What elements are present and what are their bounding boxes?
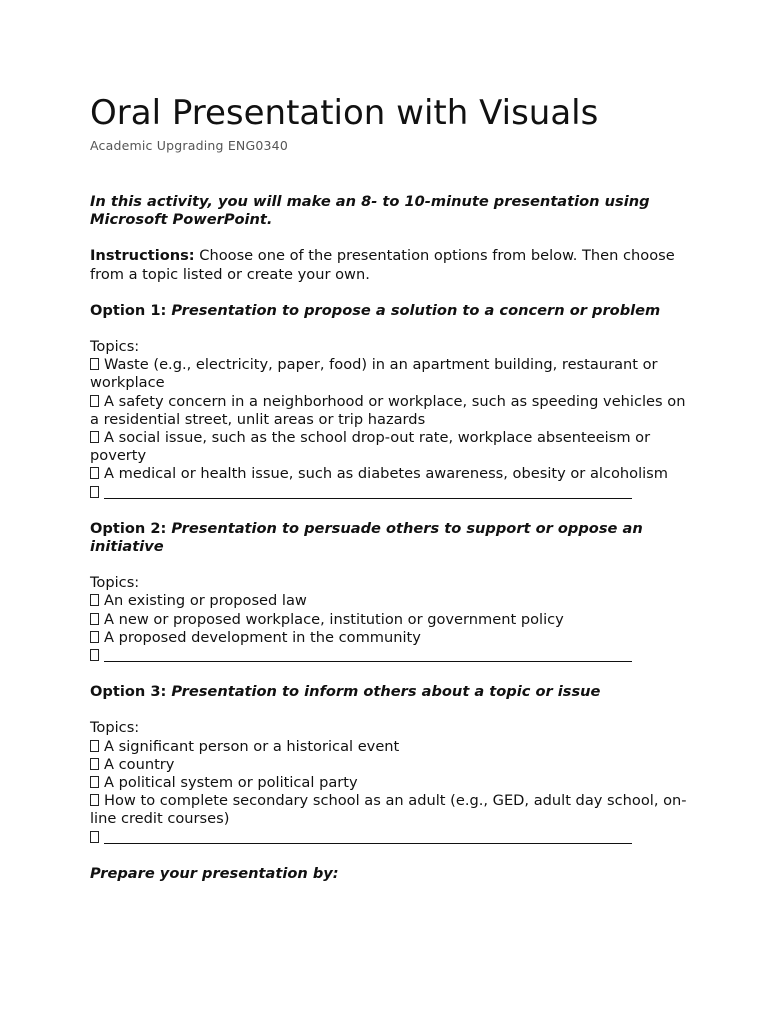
list-item: A country bbox=[90, 756, 690, 774]
option-1-topic-list bbox=[90, 356, 690, 502]
blank-topic-line bbox=[90, 647, 690, 665]
list-item: A proposed development in the community bbox=[90, 629, 690, 647]
list-item: A social issue, such as the school drop-out rate, workplace absenteeism or poverty bbox=[90, 429, 651, 465]
checkbox-icon bbox=[90, 431, 99, 443]
option-2-heading bbox=[90, 520, 690, 556]
write-in-blank bbox=[104, 486, 632, 499]
checkbox-icon bbox=[90, 594, 99, 606]
checkbox-icon bbox=[90, 740, 99, 752]
checkbox-icon bbox=[90, 395, 99, 407]
checkbox-icon bbox=[90, 631, 99, 643]
option-3-topic-list bbox=[90, 738, 690, 847]
option-2-title: Presentation to persuade others to support or oppose an initiative bbox=[90, 519, 643, 556]
list-item: Waste (e.g., electricity, paper, food) in an apartment building, restaurant or workplace bbox=[90, 356, 658, 392]
list-item: A medical or health issue, such as diabetes awareness, obesity or alcoholism bbox=[90, 465, 690, 483]
option-1-topics-label: Topics: bbox=[90, 338, 140, 356]
option-1-heading bbox=[90, 302, 690, 320]
option-2-label: Option 2: bbox=[90, 519, 167, 537]
prepare-heading: Prepare your presentation by: bbox=[90, 864, 339, 882]
option-3-topics-label: Topics: bbox=[90, 719, 140, 737]
list-item: A significant person or a historical event bbox=[90, 738, 690, 756]
list-item: An existing or proposed law bbox=[90, 592, 690, 610]
checkbox-icon bbox=[90, 831, 99, 843]
list-item: A new or proposed workplace, institution or government policy bbox=[90, 611, 690, 629]
instructions-text: Choose one of the presentation options from below. Then choose from a topic listed or create your own. bbox=[90, 247, 675, 283]
option-1-label: Option 1: bbox=[90, 301, 167, 319]
checkbox-icon bbox=[90, 649, 99, 661]
page-title: Oral Presentation with Visuals bbox=[90, 93, 599, 133]
option-3-label: Option 3: bbox=[90, 683, 167, 701]
checkbox-icon bbox=[90, 486, 99, 498]
option-2-topics-label: Topics: bbox=[90, 574, 140, 592]
instructions-paragraph bbox=[90, 247, 690, 283]
blank-topic-line bbox=[90, 829, 690, 847]
list-item: A political system or political party bbox=[90, 774, 690, 792]
checkbox-icon bbox=[90, 358, 99, 370]
checkbox-icon bbox=[90, 467, 99, 479]
option-3-title: Presentation to inform others about a topic or issue bbox=[166, 683, 601, 701]
intro-text: In this activity, you will make an 8- to 10-minute presentation using Microsoft PowerPoint. bbox=[90, 193, 650, 229]
list-item: A safety concern in a neighborhood or workplace, such as speeding vehicles on a residential street, unlit areas or trip hazards bbox=[90, 392, 686, 428]
list-item: How to complete secondary school as an adult (e.g., GED, adult day school, on-line credit courses) bbox=[90, 792, 687, 828]
option-2-topic-list bbox=[90, 592, 690, 665]
write-in-blank bbox=[104, 649, 632, 662]
checkbox-icon bbox=[90, 794, 99, 806]
checkbox-icon bbox=[90, 758, 99, 770]
instructions-label: Instructions: bbox=[90, 247, 195, 265]
blank-topic-line bbox=[90, 484, 690, 502]
page-subtitle: Academic Upgrading ENG0340 bbox=[90, 138, 288, 153]
document-page bbox=[90, 92, 690, 883]
checkbox-icon bbox=[90, 776, 99, 788]
write-in-blank bbox=[104, 831, 632, 844]
checkbox-icon bbox=[90, 613, 99, 625]
option-1-title: Presentation to propose a solution to a concern or problem bbox=[166, 301, 661, 319]
option-3-heading bbox=[90, 683, 690, 701]
